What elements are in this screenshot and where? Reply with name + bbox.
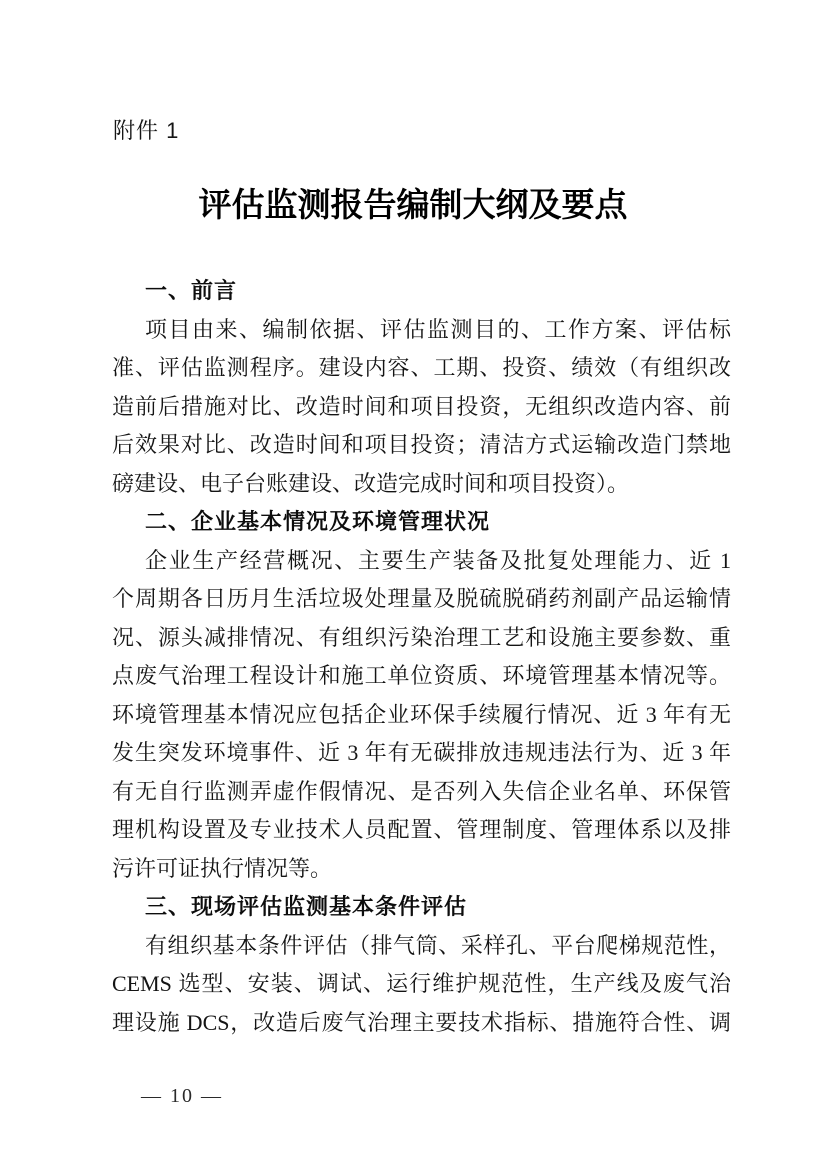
body-line: 理机构设置及专业技术人员配置、管理制度、管理体系以及排 — [112, 817, 731, 842]
body-line: 企业生产经营概况、主要生产装备及批复处理能力、近 1 — [145, 547, 731, 573]
body-line: 准、评估监测程序。建设内容、工期、投资、绩效（有组织改 — [112, 355, 731, 380]
body-line: 环境管理基本情况应包括企业环保手续履行情况、近 3 年有无 — [112, 701, 731, 727]
body-line: 磅建设、电子台账建设、改造完成时间和项目投资）。 — [112, 470, 630, 496]
attachment-label: 附件 1 — [113, 118, 180, 143]
body-line: 个周期各日历月生活垃圾处理量及脱硫脱硝药剂副产品运输情 — [112, 586, 731, 611]
body-line: CEMS 选型、安装、调试、运行维护规范性，生产线及废气治 — [112, 971, 731, 996]
body-line: 理设施 DCS，改造后废气治理主要技术指标、措施符合性、调 — [112, 1009, 731, 1035]
document-body — [112, 272, 731, 1042]
body-line: 后效果对比、改造时间和项目投资；清洁方式运输改造门禁地 — [112, 432, 731, 457]
body-line: 项目由来、编制依据、评估监测目的、工作方案、评估标 — [145, 316, 731, 342]
body-line: 况、源头减排情况、有组织污染治理工艺和设施主要参数、重 — [112, 624, 731, 650]
section-1-heading: 一、前言 — [145, 278, 238, 303]
section-2-heading: 二、企业基本情况及环境管理状况 — [145, 509, 491, 534]
body-line: 点废气治理工程设计和施工单位资质、环境管理基本情况等。 — [112, 663, 731, 688]
body-line: 污许可证执行情况等。 — [112, 855, 333, 881]
body-line: 有无自行监测弄虚作假情况、是否列入失信企业名单、环保管 — [112, 778, 731, 804]
body-line: 造前后措施对比、改造时间和项目投资，无组织改造内容、前 — [112, 393, 731, 419]
page-number: — 10 — — [141, 1085, 223, 1107]
section-3-heading: 三、现场评估监测基本条件评估 — [145, 894, 468, 919]
document-title: 评估监测报告编制大纲及要点 — [198, 188, 628, 224]
body-line: 发生突发环境事件、近 3 年有无碳排放违规违法行为、近 3 年 — [112, 740, 731, 765]
body-line: 有组织基本条件评估（排气筒、采样孔、平台爬梯规范性， — [145, 932, 731, 958]
